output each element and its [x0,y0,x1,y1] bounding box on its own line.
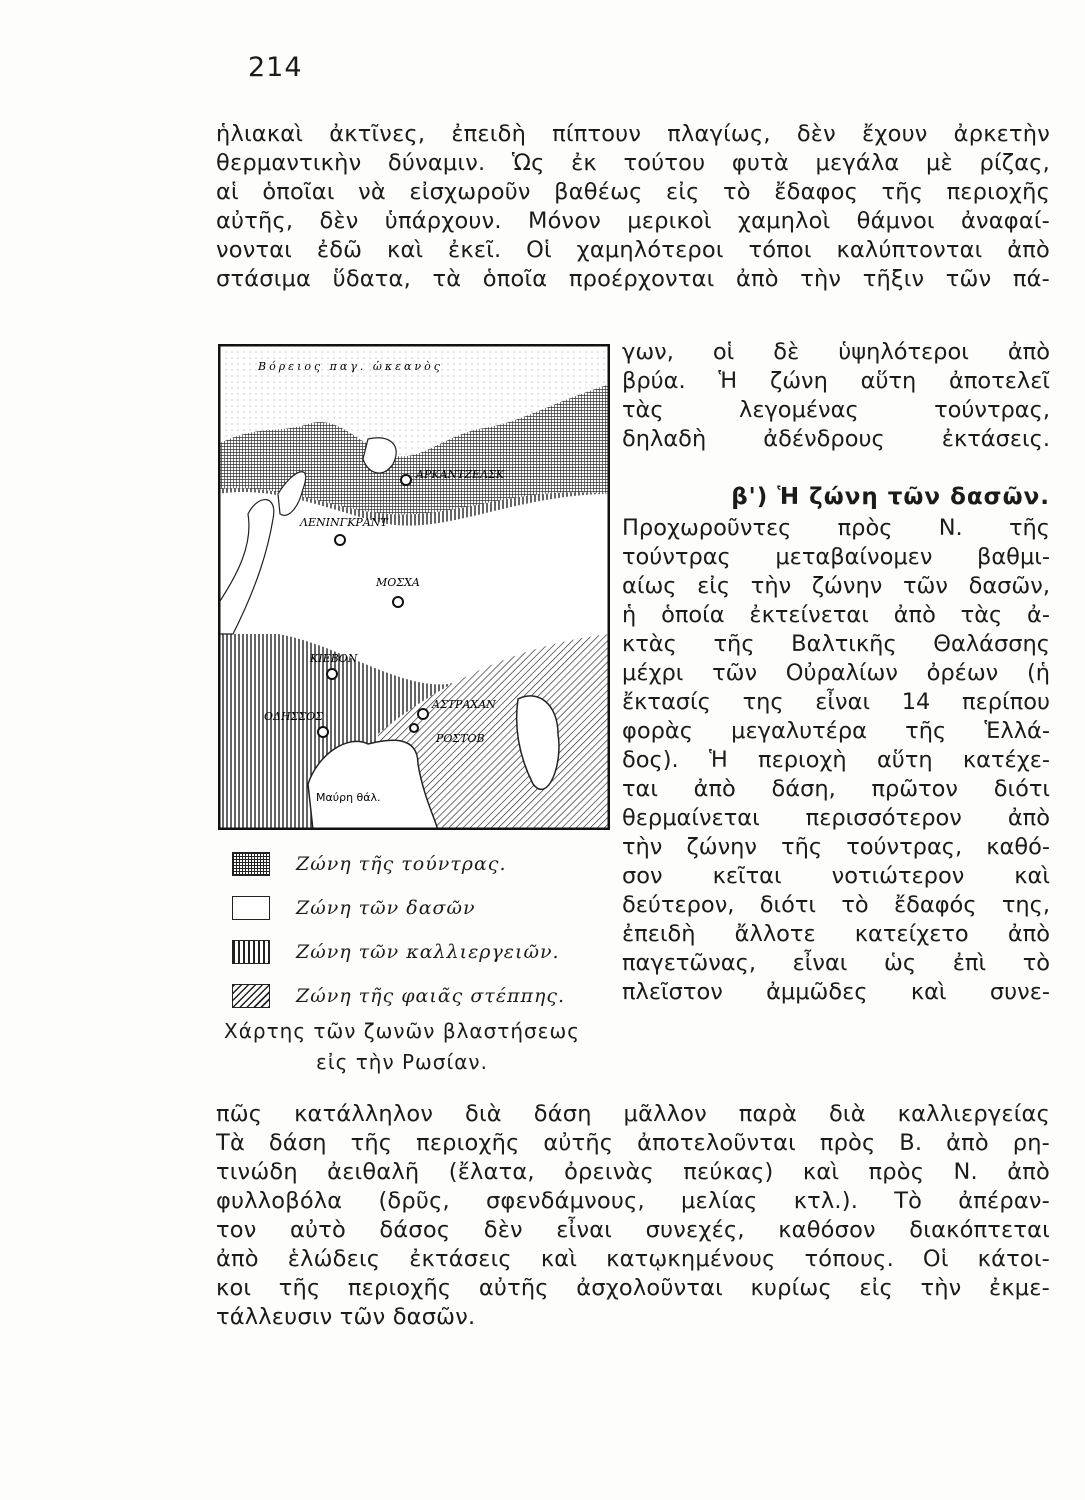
steppe-swatch [232,984,270,1008]
city-label-arkhangelsk: ΑΡΚΑΝΤΖΕΛΣΚ [416,468,505,481]
text-line: κοι τῆς περιοχῆς αὐτῆς ἀσχολοῦνται κυρίως εἰς τὴν ἐκμε- [216,1275,1050,1301]
map-legend [232,842,592,1018]
city-marker-kiev [327,669,337,679]
city-marker-moscow [393,597,403,607]
text-line: δηλαδὴ ἀδένδρους ἐκτάσεις. [622,426,1050,452]
side-paragraph-2 [622,514,1050,1007]
northern-ocean-label: Βόρειος παγ. ὠκεανὸς [258,360,443,373]
side-paragraph-1 [622,338,1050,454]
text-line: ἔκτασίς της εἶναι 14 περίπου [622,689,1050,715]
text-line: ἀπὸ ἑλώδεις ἐκτάσεις καὶ κατῳκημένους τόπους. Οἱ κάτοι- [216,1246,1050,1272]
text-line: αὐτῆς, δὲν ὑπάρχουν. Μόνον μερικοὶ χαμηλοὶ θάμνοι ἀναφαί- [216,208,1050,234]
text-line: θερμαίνεται περισσότερον ἀπὸ [622,805,1050,831]
text-line: πλεῖστον ἀμμῶδες καὶ συνε- [622,979,1050,1005]
text-line: στάσιμα ὕδατα, τὰ ὁποῖα προέρχονται ἀπὸ τὴν τῆξιν τῶν πά- [216,266,1050,292]
text-line: δεύτερον, διότι τὸ ἔδαφός της, [622,892,1050,918]
page-number: 214 [248,52,303,83]
legend-label: Ζώνη τῆς φαιᾶς στέππης. [296,985,566,1007]
text-line: τον αὐτὸ δάσος δὲν εἶναι συνεχές, καθόσον διακόπτεται [216,1217,1050,1243]
city-marker-astrakhan [418,709,428,719]
forest-swatch [232,896,270,920]
text-line: σον κεῖται νοτιώτερον καὶ [622,863,1050,889]
caption-line: Χάρτης τῶν ζωνῶν βλαστήσεως [224,1019,580,1043]
legend-label: Ζώνη τῆς τούντρας. [296,853,507,875]
text-line: φορὰς μεγαλυτέρα τῆς Ἑλλά- [622,718,1050,744]
text-line: Τὰ δάση τῆς περιοχῆς αὐτῆς ἀποτελοῦνται πρὸς Β. ἀπὸ ρη- [216,1130,1050,1156]
text-line: τούντρας μεταβαίνομεν βαθμι- [622,544,1050,570]
city-label-rostov: ΡΟΣΤΟΒ [436,732,485,745]
text-line: Προχωροῦντες πρὸς Ν. τῆς [622,515,1050,541]
city-marker-arkhangelsk [401,475,411,485]
text-line: νονται ἐδῶ καὶ ἐκεῖ. Οἱ χαμηλότεροι τόποι καλύπτονται ἀπὸ [216,237,1050,263]
city-label-astrakhan: ΑΣΤΡΑΧΑΝ [432,698,496,711]
legend-label: Ζώνη τῶν δασῶν [296,897,476,919]
text-line: παγετῶνας, εἶναι ὡς ἐπὶ τὸ [622,950,1050,976]
legend-item-steppe [232,974,592,1018]
city-marker-rostov [410,724,418,732]
legend-label: Ζώνη τῶν καλλιεργειῶν. [296,941,560,963]
city-marker-leningrad [335,535,345,545]
text-line: τὴν ζώνην τῆς τούντρας, καθό- [622,834,1050,860]
text-line: ται ἀπὸ δάση, πρῶτον διότι [622,776,1050,802]
text-line-last: τάλλευσιν τῶν δασῶν. [216,1304,476,1330]
text-line: τινώδη ἀειθαλῆ (ἔλατα, ὀρεινὰς πεύκας) καὶ πρὸς Ν. ἀπὸ [216,1159,1050,1185]
text-line: πῶς κατάλληλον διὰ δάση μᾶλλον παρὰ διὰ καλλιεργείας [216,1101,1050,1127]
black-sea-label: Μαύρη θάλ. [316,791,381,804]
text-line: ἐπειδὴ ἄλλοτε κατείχετο ἀπὸ [622,921,1050,947]
legend-item-tundra [232,842,592,886]
city-label-leningrad: ΛΕΝΙΝΓΚΡΑΝΤ [300,516,388,529]
text-line: δος). Ἡ περιοχὴ αὕτη κατέχε- [622,747,1050,773]
bottom-paragraph [216,1100,1050,1332]
text-line: κτὰς τῆς Βαλτικῆς Θαλάσσης [622,631,1050,657]
text-line: αίως εἰς τὴν ζώνην τῶν δασῶν, [622,573,1050,599]
text-line: αἱ ὁποῖαι νὰ εἰσχωροῦν βαθέως εἰς τὸ ἔδαφος τῆς περιοχῆς [216,179,1050,205]
text-line: μέχρι τῶν Οὐραλίων ὀρέων (ἡ [622,660,1050,686]
agriculture-swatch [232,940,270,964]
vegetation-zones-map [218,344,610,830]
city-label-moscow: ΜΟΣΧΑ [376,576,420,589]
text-line: θερμαντικὴν δύναμιν. Ὡς ἐκ τούτου φυτὰ μεγάλα μὲ ρίζας, [216,150,1050,176]
tundra-swatch [232,852,270,876]
top-paragraph [216,120,1050,294]
legend-item-agriculture [232,930,592,974]
city-label-kiev: ΚΙΕΒΟΝ [310,652,358,665]
text-line: γων, οἱ δὲ ὑψηλότεροι ἀπὸ [622,339,1050,365]
legend-item-forest [232,886,592,930]
city-label-odessa: ΟΔΗΣΣΟΣ [264,710,323,723]
text-line: τὰς λεγομένας τούντρας, [622,397,1050,423]
section-heading: β') Ἡ ζώνη τῶν δασῶν. [731,484,1050,510]
text-line: βρύα. Ἡ ζώνη αὕτη ἀποτελεῖ [622,368,1050,394]
text-line: ἡλιακαὶ ἀκτῖνες, ἐπειδὴ πίπτουν πλαγίως, δὲν ἔχουν ἀρκετὴν [216,121,1050,147]
text-line: φυλλοβόλα (δρῦς, σφενδάμνους, μελίας κτλ.). Τὸ ἀπέραν- [216,1188,1050,1214]
city-marker-odessa [318,727,328,737]
map-caption [204,1016,600,1078]
text-line: ἡ ὁποία ἐκτείνεται ἀπὸ τὰς ἀ- [622,602,1050,628]
caption-line: εἰς τὴν Ρωσίαν. [316,1050,488,1074]
